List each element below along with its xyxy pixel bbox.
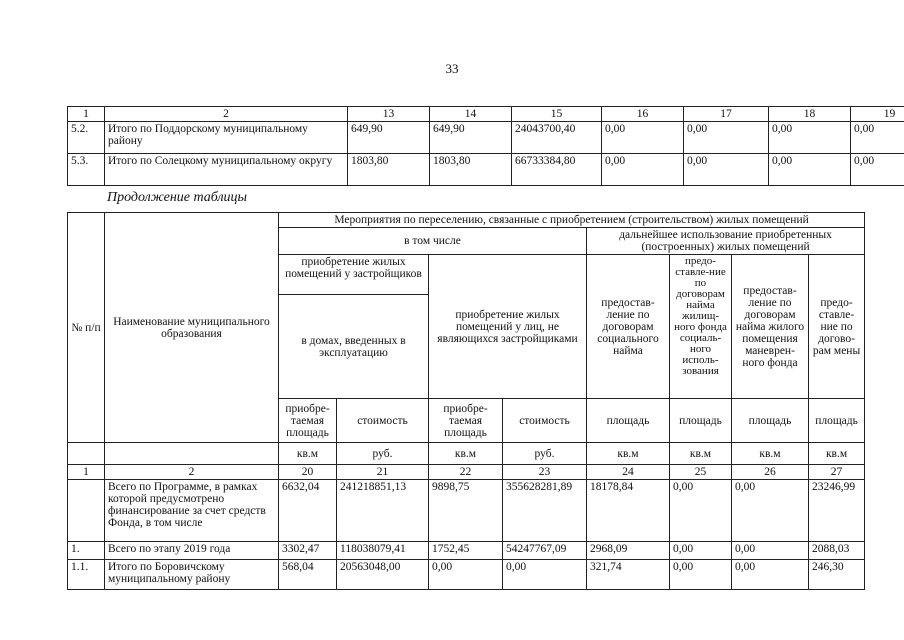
column-number: 1 <box>68 465 105 480</box>
header-area: площадь <box>587 399 670 443</box>
table-cell: 66733384,80 <box>512 154 602 186</box>
row-number: 1. <box>68 542 105 560</box>
header-area-acquired: приобре-таемая площадь <box>429 399 503 443</box>
column-number: 27 <box>809 465 865 480</box>
header-cell: 1 <box>68 107 105 122</box>
table-cell: 0,00 <box>602 154 684 186</box>
table-cell: 0,00 <box>769 154 851 186</box>
unit-cell: кв.м <box>587 443 670 465</box>
header-area: площадь <box>809 399 865 443</box>
table-row <box>68 542 865 560</box>
table-cell: 568,04 <box>279 560 337 590</box>
column-number: 20 <box>279 465 337 480</box>
table-cell: 1803,80 <box>430 154 512 186</box>
header-cell: 17 <box>684 107 769 122</box>
table-cell: 0,00 <box>602 122 684 154</box>
units-spacer <box>105 443 279 465</box>
header-area: площадь <box>732 399 809 443</box>
table-cell: 0,00 <box>769 122 851 154</box>
units-row <box>68 443 865 465</box>
table-cell: 24043700,40 <box>512 122 602 154</box>
page-number: 33 <box>445 61 459 76</box>
table-cell: 2968,09 <box>587 542 670 560</box>
table-cell: 649,90 <box>430 122 512 154</box>
table-header-row <box>68 107 904 122</box>
header-social-fund: предо-ставле-ние по договорам найма жилищ-ного фонда социаль-ного исполь-зования <box>670 255 732 399</box>
continuation-label: Продолжение таблицы <box>107 190 248 205</box>
table-row <box>68 560 865 590</box>
unit-cell: кв.м <box>809 443 865 465</box>
table-cell: 0,00 <box>670 560 732 590</box>
column-number: 26 <box>732 465 809 480</box>
table-cell: 0,00 <box>670 480 732 542</box>
table-cell: 0,00 <box>503 560 587 590</box>
table-continued-top <box>67 106 904 186</box>
header-social-rent: предостав-ление по договорам социального найма <box>587 255 670 399</box>
table-cell: 649,90 <box>348 122 430 154</box>
table-row <box>68 480 865 542</box>
table-cell: 6632,04 <box>279 480 337 542</box>
column-number: 24 <box>587 465 670 480</box>
table-cell: 1803,80 <box>348 154 430 186</box>
header-cell: 2 <box>105 107 348 122</box>
header-area-acquired: приобре-таемая площадь <box>279 399 337 443</box>
header-exchange: предо-ставле-ние по догово-рам мены <box>809 255 865 399</box>
row-name: Итого по Боровичскому муниципальному району <box>105 560 279 590</box>
row-number: 1.1. <box>68 560 105 590</box>
column-numbers-row <box>68 465 865 480</box>
table-cell: 0,00 <box>429 560 503 590</box>
unit-cell: кв.м <box>670 443 732 465</box>
row-number: 5.3. <box>68 154 105 186</box>
table-cell: 241218851,13 <box>337 480 429 542</box>
header-maneuver-fund: предостав-ление по договорам найма жилого помещения маневрен-ного фонда <box>732 255 809 399</box>
table-cell: 54247767,09 <box>503 542 587 560</box>
unit-cell: руб. <box>337 443 429 465</box>
header-cell: 15 <box>512 107 602 122</box>
column-number: 25 <box>670 465 732 480</box>
header-cell: 14 <box>430 107 512 122</box>
table-cell: 246,30 <box>809 560 865 590</box>
row-name: Всего по этапу 2019 года <box>105 542 279 560</box>
table-cell: 0,00 <box>684 154 769 186</box>
table-cell: 18178,84 <box>587 480 670 542</box>
header-name: Наименование муниципального образования <box>105 213 279 443</box>
table-cell: 0,00 <box>851 154 904 186</box>
header-including: в том числе <box>279 228 587 255</box>
table-cell: 2088,03 <box>809 542 865 560</box>
header-cell: 19 <box>851 107 904 122</box>
table-cell: 9898,75 <box>429 480 503 542</box>
header-in-houses: в домах, введенных в эксплуатацию <box>279 295 429 399</box>
table-cell: 355628281,89 <box>503 480 587 542</box>
table-main <box>67 212 865 590</box>
table-cell: 3302,47 <box>279 542 337 560</box>
table-cell: 0,00 <box>732 480 809 542</box>
table-row <box>68 122 904 154</box>
row-number: 5.2. <box>68 122 105 154</box>
table-cell: 20563048,00 <box>337 560 429 590</box>
table-cell: 0,00 <box>732 542 809 560</box>
table-cell: 1752,45 <box>429 542 503 560</box>
table-cell: 0,00 <box>851 122 904 154</box>
column-number: 21 <box>337 465 429 480</box>
column-number: 2 <box>105 465 279 480</box>
header-further-use: дальнейшее использование приобретенных (построенных) жилых помещений <box>587 228 865 255</box>
table-cell: 0,00 <box>684 122 769 154</box>
header-number: № п/п <box>68 213 105 443</box>
table-cell: 23246,99 <box>809 480 865 542</box>
header-cost: стоимость <box>337 399 429 443</box>
table-cell: 0,00 <box>732 560 809 590</box>
table-cell: 118038079,41 <box>337 542 429 560</box>
units-spacer <box>68 443 105 465</box>
row-number <box>68 480 105 542</box>
unit-cell: кв.м <box>279 443 337 465</box>
header-cell: 13 <box>348 107 430 122</box>
header-cost: стоимость <box>503 399 587 443</box>
header-cell: 16 <box>602 107 684 122</box>
header-row-1 <box>68 213 865 228</box>
row-name: Итого по Солецкому муниципальному округу <box>105 154 348 186</box>
table-cell: 321,74 <box>587 560 670 590</box>
unit-cell: кв.м <box>429 443 503 465</box>
header-from-developers: приобретение жилых помещений у застройщиков <box>279 255 429 295</box>
column-number: 23 <box>503 465 587 480</box>
unit-cell: кв.м <box>732 443 809 465</box>
unit-cell: руб. <box>503 443 587 465</box>
row-name: Итого по Поддорскому муниципальному району <box>105 122 348 154</box>
header-cell: 18 <box>769 107 851 122</box>
header-area: площадь <box>670 399 732 443</box>
column-number: 22 <box>429 465 503 480</box>
header-main: Мероприятия по переселению, связанные с приобретением (строительством) жилых помещений <box>279 213 865 228</box>
table-row <box>68 154 904 186</box>
table-cell: 0,00 <box>670 542 732 560</box>
header-from-non-developers: приобретение жилых помещений у лиц, не являющихся застройщиками <box>429 255 587 399</box>
row-name: Всего по Программе, в рамках которой предусмотрено финансирование за счет средств Фонда, в том числе <box>105 480 279 542</box>
